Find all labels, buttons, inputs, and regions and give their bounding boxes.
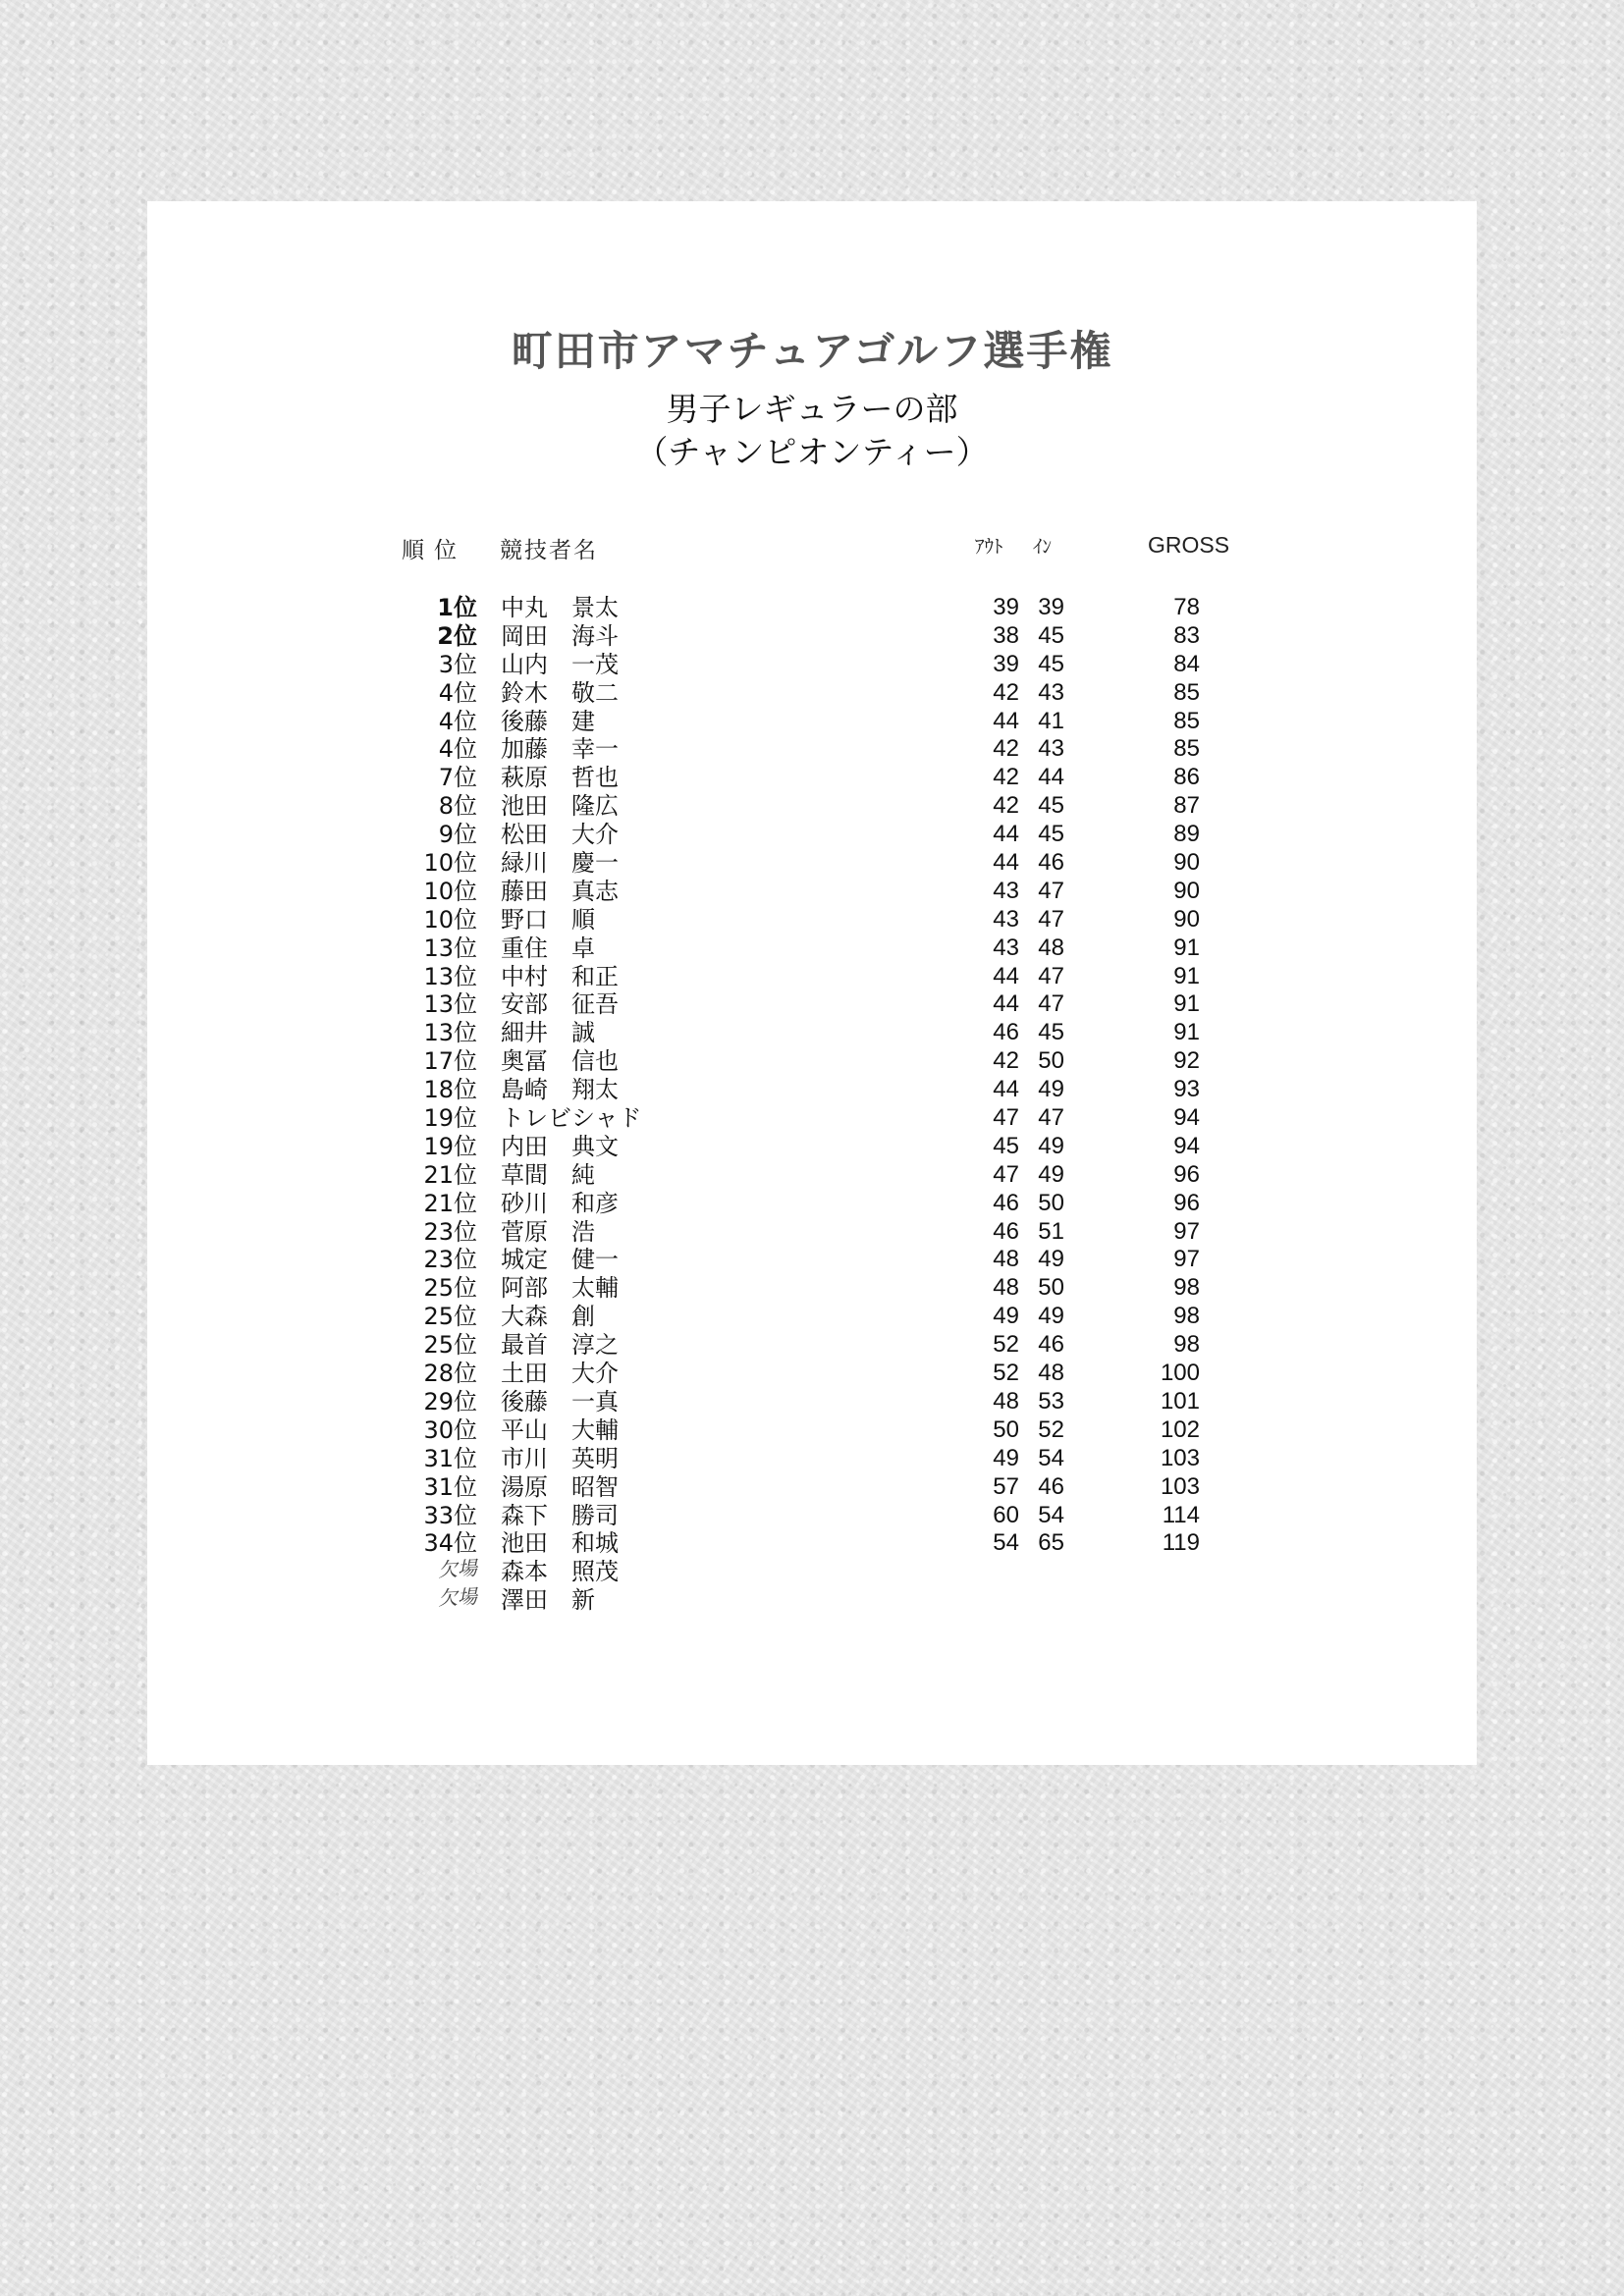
table-row bbox=[147, 594, 1477, 622]
gross-score-cell: 85 bbox=[1173, 678, 1200, 706]
in-score-cell: 46 bbox=[1038, 1331, 1064, 1359]
in-score-cell: 47 bbox=[1038, 962, 1064, 989]
table-row bbox=[147, 1473, 1477, 1502]
gross-score-cell: 91 bbox=[1173, 962, 1200, 989]
gross-score-cell: 89 bbox=[1173, 821, 1200, 848]
given-name-cell: 誠 bbox=[571, 1019, 595, 1047]
table-row bbox=[147, 1586, 1477, 1615]
table-row bbox=[147, 1303, 1477, 1331]
in-score-cell: 45 bbox=[1038, 1019, 1064, 1046]
out-score-cell: 43 bbox=[993, 877, 1019, 904]
table-row bbox=[147, 764, 1477, 792]
rank-cell: 4位 bbox=[438, 735, 477, 764]
table-row bbox=[147, 963, 1477, 991]
given-name-cell: 翔太 bbox=[571, 1076, 619, 1104]
family-name-cell: 後藤 bbox=[501, 1387, 548, 1415]
table-row bbox=[147, 1558, 1477, 1586]
table-row bbox=[147, 1502, 1477, 1530]
rank-cell: 3位 bbox=[438, 650, 477, 678]
gross-score-cell: 90 bbox=[1173, 905, 1200, 933]
in-score-cell: 47 bbox=[1038, 905, 1064, 933]
in-score-cell: 48 bbox=[1038, 1360, 1064, 1387]
out-score-cell: 57 bbox=[993, 1472, 1019, 1500]
given-name-cell: 隆広 bbox=[571, 792, 619, 821]
rank-cell: 21位 bbox=[423, 1189, 477, 1217]
given-name-cell: 順 bbox=[571, 905, 595, 934]
gross-score-cell: 97 bbox=[1173, 1246, 1200, 1273]
rank-cell: 29位 bbox=[423, 1387, 477, 1415]
out-score-cell: 42 bbox=[993, 792, 1019, 820]
table-row bbox=[147, 934, 1477, 963]
out-score-cell: 46 bbox=[993, 1217, 1019, 1245]
given-name-cell: 和城 bbox=[571, 1529, 619, 1558]
rank-cell: 25位 bbox=[423, 1303, 477, 1331]
out-score-cell: 42 bbox=[993, 764, 1019, 791]
out-score-cell: 46 bbox=[993, 1019, 1019, 1046]
in-score-cell: 52 bbox=[1038, 1415, 1064, 1443]
out-score-cell: 43 bbox=[993, 905, 1019, 933]
out-score-cell: 45 bbox=[993, 1132, 1019, 1159]
rank-cell: 25位 bbox=[423, 1274, 477, 1303]
family-name-cell: 奥冨 bbox=[501, 1047, 548, 1076]
in-score-cell: 53 bbox=[1038, 1387, 1064, 1415]
in-score-cell: 49 bbox=[1038, 1076, 1064, 1103]
given-name-cell: 英明 bbox=[571, 1444, 619, 1472]
in-score-cell: 54 bbox=[1038, 1444, 1064, 1471]
out-score-cell: 42 bbox=[993, 678, 1019, 706]
in-score-cell: 48 bbox=[1038, 934, 1064, 961]
in-score-cell: 50 bbox=[1038, 1047, 1064, 1075]
column-header-out: ｱｳﾄ bbox=[975, 536, 1003, 558]
out-score-cell: 43 bbox=[993, 934, 1019, 961]
division-subtitle: 男子レギュラーの部 bbox=[666, 390, 958, 428]
family-name-cell: 岡田 bbox=[501, 621, 548, 650]
in-score-cell: 54 bbox=[1038, 1501, 1064, 1528]
table-row bbox=[147, 1218, 1477, 1247]
table-row bbox=[147, 1246, 1477, 1274]
table-row bbox=[147, 1190, 1477, 1218]
family-name-cell: 細井 bbox=[501, 1019, 548, 1047]
rank-cell: 19位 bbox=[423, 1132, 477, 1160]
out-score-cell: 42 bbox=[993, 1047, 1019, 1075]
family-name-cell: 加藤 bbox=[501, 735, 548, 764]
rank-cell: 4位 bbox=[438, 678, 477, 707]
rank-cell: 13位 bbox=[423, 990, 477, 1019]
family-name-cell: 萩原 bbox=[501, 764, 548, 792]
given-name-cell: 大介 bbox=[571, 1360, 619, 1388]
gross-score-cell: 102 bbox=[1160, 1415, 1200, 1443]
family-name-cell: 松田 bbox=[501, 821, 548, 849]
rank-cell: 34位 bbox=[423, 1529, 477, 1558]
given-name-cell: 和正 bbox=[571, 962, 619, 990]
out-score-cell: 48 bbox=[993, 1387, 1019, 1415]
rank-cell: 25位 bbox=[423, 1331, 477, 1360]
given-name-cell: 和彦 bbox=[571, 1189, 619, 1217]
out-score-cell: 49 bbox=[993, 1303, 1019, 1330]
table-row bbox=[147, 1445, 1477, 1473]
results-table bbox=[147, 594, 1477, 1615]
given-name-cell: 昭智 bbox=[571, 1472, 619, 1501]
in-score-cell: 50 bbox=[1038, 1274, 1064, 1302]
gross-score-cell: 87 bbox=[1173, 792, 1200, 820]
given-name-cell: 純 bbox=[571, 1160, 595, 1189]
family-name-cell: 菅原 bbox=[501, 1217, 548, 1246]
family-name-cell: 城定 bbox=[501, 1246, 548, 1274]
given-name-cell: 信也 bbox=[571, 1047, 619, 1076]
family-name-cell: 砂川 bbox=[501, 1189, 548, 1217]
family-name-cell: 中丸 bbox=[501, 594, 548, 621]
family-name-cell: 池田 bbox=[501, 1529, 548, 1558]
in-score-cell: 47 bbox=[1038, 877, 1064, 904]
gross-score-cell: 92 bbox=[1173, 1047, 1200, 1075]
out-score-cell: 39 bbox=[993, 650, 1019, 677]
rank-cell: 18位 bbox=[423, 1076, 477, 1104]
rank-cell: 7位 bbox=[438, 764, 477, 792]
rank-cell: 17位 bbox=[423, 1047, 477, 1076]
table-row bbox=[147, 849, 1477, 878]
table-row bbox=[147, 1076, 1477, 1104]
given-name-cell: 照茂 bbox=[571, 1558, 619, 1586]
gross-score-cell: 119 bbox=[1162, 1529, 1200, 1557]
rank-cell: 31位 bbox=[423, 1472, 477, 1501]
gross-score-cell: 97 bbox=[1173, 1217, 1200, 1245]
family-name-cell: 澤田 bbox=[501, 1586, 548, 1615]
given-name-cell: 典文 bbox=[571, 1132, 619, 1160]
out-score-cell: 46 bbox=[993, 1189, 1019, 1216]
gross-score-cell: 83 bbox=[1173, 621, 1200, 649]
gross-score-cell: 100 bbox=[1160, 1360, 1200, 1387]
family-name-cell: 森下 bbox=[501, 1501, 548, 1529]
table-row bbox=[147, 622, 1477, 651]
table-row bbox=[147, 821, 1477, 849]
out-score-cell: 42 bbox=[993, 735, 1019, 763]
out-score-cell: 60 bbox=[993, 1501, 1019, 1528]
gross-score-cell: 96 bbox=[1173, 1160, 1200, 1188]
family-name-cell: 大森 bbox=[501, 1303, 548, 1331]
column-header-rank: 順位 bbox=[402, 538, 466, 563]
given-name-cell: 健一 bbox=[571, 1246, 619, 1274]
out-score-cell: 49 bbox=[993, 1444, 1019, 1471]
in-score-cell: 45 bbox=[1038, 792, 1064, 820]
table-row bbox=[147, 1104, 1477, 1133]
out-score-cell: 54 bbox=[993, 1529, 1019, 1557]
rank-cell: 4位 bbox=[438, 707, 477, 735]
family-name-cell: 湯原 bbox=[501, 1472, 548, 1501]
given-name-cell: 一真 bbox=[571, 1387, 619, 1415]
gross-score-cell: 103 bbox=[1160, 1444, 1200, 1471]
out-score-cell: 52 bbox=[993, 1360, 1019, 1387]
given-name-cell: 新 bbox=[571, 1586, 595, 1615]
table-row bbox=[147, 1019, 1477, 1047]
given-name-cell: シャド bbox=[571, 1104, 642, 1133]
given-name-cell: 淳之 bbox=[571, 1331, 619, 1360]
result-sheet bbox=[147, 201, 1477, 1765]
family-name-cell: 内田 bbox=[501, 1132, 548, 1160]
table-row bbox=[147, 708, 1477, 736]
rank-cell: 9位 bbox=[438, 821, 477, 849]
rank-cell: 21位 bbox=[423, 1160, 477, 1189]
family-name-cell: 島崎 bbox=[501, 1076, 548, 1104]
out-score-cell: 50 bbox=[993, 1415, 1019, 1443]
gross-score-cell: 114 bbox=[1162, 1501, 1200, 1528]
gross-score-cell: 94 bbox=[1173, 1104, 1200, 1132]
table-row bbox=[147, 1161, 1477, 1190]
rank-cell: 13位 bbox=[423, 934, 477, 962]
page-title: 町田市アマチュアゴルフ選手権 bbox=[511, 327, 1113, 375]
given-name-cell: 敬二 bbox=[571, 678, 619, 707]
rank-cell: 10位 bbox=[423, 905, 477, 934]
rank-cell: 31位 bbox=[423, 1444, 477, 1472]
family-name-cell: 安部 bbox=[501, 990, 548, 1019]
given-name-cell: 一茂 bbox=[571, 650, 619, 678]
given-name-cell: 太輔 bbox=[571, 1274, 619, 1303]
gross-score-cell: 98 bbox=[1173, 1303, 1200, 1330]
gross-score-cell: 91 bbox=[1173, 990, 1200, 1018]
family-name-cell: 阿部 bbox=[501, 1274, 548, 1303]
rank-cell: 10位 bbox=[423, 877, 477, 905]
in-score-cell: 49 bbox=[1038, 1246, 1064, 1273]
out-score-cell: 44 bbox=[993, 1076, 1019, 1103]
gross-score-cell: 96 bbox=[1173, 1189, 1200, 1216]
family-name-cell: 重住 bbox=[501, 934, 548, 962]
in-score-cell: 43 bbox=[1038, 678, 1064, 706]
in-score-cell: 43 bbox=[1038, 735, 1064, 763]
in-score-cell: 41 bbox=[1038, 707, 1064, 734]
table-row bbox=[147, 1388, 1477, 1416]
out-score-cell: 44 bbox=[993, 849, 1019, 877]
given-name-cell: 海斗 bbox=[571, 621, 619, 650]
rank-cell: 10位 bbox=[423, 849, 477, 878]
table-row bbox=[147, 1274, 1477, 1303]
in-score-cell: 44 bbox=[1038, 764, 1064, 791]
given-name-cell: 慶一 bbox=[571, 849, 619, 878]
given-name-cell: 征吾 bbox=[571, 990, 619, 1019]
gross-score-cell: 98 bbox=[1173, 1331, 1200, 1359]
given-name-cell: 哲也 bbox=[571, 764, 619, 792]
table-row bbox=[147, 1416, 1477, 1445]
gross-score-cell: 93 bbox=[1173, 1076, 1200, 1103]
gross-score-cell: 90 bbox=[1173, 849, 1200, 877]
rank-cell: 13位 bbox=[423, 962, 477, 990]
family-name-cell: 土田 bbox=[501, 1360, 548, 1388]
in-score-cell: 49 bbox=[1038, 1160, 1064, 1188]
given-name-cell: 真志 bbox=[571, 877, 619, 905]
in-score-cell: 47 bbox=[1038, 990, 1064, 1018]
out-score-cell: 47 bbox=[993, 1104, 1019, 1132]
rank-cell: 1位 bbox=[437, 594, 477, 621]
gross-score-cell: 103 bbox=[1160, 1472, 1200, 1500]
in-score-cell: 45 bbox=[1038, 650, 1064, 677]
in-score-cell: 49 bbox=[1038, 1132, 1064, 1159]
in-score-cell: 45 bbox=[1038, 821, 1064, 848]
family-name-cell: 緑川 bbox=[501, 849, 548, 878]
table-row bbox=[147, 679, 1477, 708]
in-score-cell: 46 bbox=[1038, 1472, 1064, 1500]
given-name-cell: 大輔 bbox=[571, 1415, 619, 1444]
family-name-cell: 山内 bbox=[501, 650, 548, 678]
gross-score-cell: 94 bbox=[1173, 1132, 1200, 1159]
out-score-cell: 38 bbox=[993, 621, 1019, 649]
family-name-cell: 中村 bbox=[501, 962, 548, 990]
family-name-cell: 鈴木 bbox=[501, 678, 548, 707]
given-name-cell: 創 bbox=[571, 1303, 595, 1331]
in-score-cell: 65 bbox=[1038, 1529, 1064, 1557]
table-row bbox=[147, 651, 1477, 679]
gross-score-cell: 91 bbox=[1173, 1019, 1200, 1046]
rank-cell: 23位 bbox=[423, 1246, 477, 1274]
given-name-cell: 幸一 bbox=[571, 735, 619, 764]
family-name-cell: 市川 bbox=[501, 1444, 548, 1472]
out-score-cell: 44 bbox=[993, 962, 1019, 989]
in-score-cell: 51 bbox=[1038, 1217, 1064, 1245]
rank-cell: 2位 bbox=[437, 621, 477, 650]
table-row bbox=[147, 906, 1477, 934]
family-name-cell: 後藤 bbox=[501, 707, 548, 735]
out-score-cell: 44 bbox=[993, 707, 1019, 734]
gross-score-cell: 98 bbox=[1173, 1274, 1200, 1302]
out-score-cell: 44 bbox=[993, 990, 1019, 1018]
given-name-cell: 景太 bbox=[571, 594, 619, 621]
in-score-cell: 49 bbox=[1038, 1303, 1064, 1330]
gross-score-cell: 85 bbox=[1173, 735, 1200, 763]
column-header-name: 競技者名 bbox=[500, 538, 598, 563]
table-row bbox=[147, 1133, 1477, 1161]
rank-cell: 19位 bbox=[423, 1104, 477, 1133]
rank-cell: 欠場 bbox=[437, 1556, 478, 1582]
in-score-cell: 45 bbox=[1038, 621, 1064, 649]
out-score-cell: 44 bbox=[993, 821, 1019, 848]
table-row bbox=[147, 1529, 1477, 1558]
column-header-in: ｲﾝ bbox=[1033, 536, 1053, 558]
family-name-cell: 藤田 bbox=[501, 877, 548, 905]
rank-cell: 23位 bbox=[423, 1217, 477, 1246]
table-row bbox=[147, 878, 1477, 906]
rank-cell: 13位 bbox=[423, 1019, 477, 1047]
gross-score-cell: 85 bbox=[1173, 707, 1200, 734]
out-score-cell: 52 bbox=[993, 1331, 1019, 1359]
given-name-cell: 卓 bbox=[571, 934, 595, 962]
column-header-gross: GROSS bbox=[1148, 532, 1230, 558]
in-score-cell: 39 bbox=[1038, 594, 1064, 620]
tee-subtitle: （チャンピオンティー） bbox=[635, 433, 989, 471]
in-score-cell: 47 bbox=[1038, 1104, 1064, 1132]
out-score-cell: 39 bbox=[993, 594, 1019, 620]
out-score-cell: 48 bbox=[993, 1246, 1019, 1273]
family-name-cell: 最首 bbox=[501, 1331, 548, 1360]
rank-cell: 30位 bbox=[423, 1415, 477, 1444]
family-name-cell: 野口 bbox=[501, 905, 548, 934]
table-row bbox=[147, 735, 1477, 764]
gross-score-cell: 91 bbox=[1173, 934, 1200, 961]
rank-cell: 33位 bbox=[423, 1501, 477, 1529]
rank-cell: 欠場 bbox=[437, 1584, 478, 1611]
gross-score-cell: 101 bbox=[1160, 1387, 1200, 1415]
family-name-cell: 平山 bbox=[501, 1415, 548, 1444]
gross-score-cell: 84 bbox=[1173, 650, 1200, 677]
family-name-cell: トレビ bbox=[501, 1104, 571, 1133]
in-score-cell: 46 bbox=[1038, 849, 1064, 877]
gross-score-cell: 90 bbox=[1173, 877, 1200, 904]
given-name-cell: 勝司 bbox=[571, 1501, 619, 1529]
table-row bbox=[147, 1331, 1477, 1360]
family-name-cell: 草間 bbox=[501, 1160, 548, 1189]
gross-score-cell: 78 bbox=[1173, 594, 1200, 620]
given-name-cell: 大介 bbox=[571, 821, 619, 849]
rank-cell: 28位 bbox=[423, 1360, 477, 1388]
family-name-cell: 池田 bbox=[501, 792, 548, 821]
rank-cell: 8位 bbox=[438, 792, 477, 821]
out-score-cell: 47 bbox=[993, 1160, 1019, 1188]
family-name-cell: 森本 bbox=[501, 1558, 548, 1586]
table-row bbox=[147, 1360, 1477, 1388]
table-row bbox=[147, 792, 1477, 821]
table-row bbox=[147, 990, 1477, 1019]
given-name-cell: 浩 bbox=[571, 1217, 595, 1246]
given-name-cell: 建 bbox=[571, 707, 595, 735]
out-score-cell: 48 bbox=[993, 1274, 1019, 1302]
gross-score-cell: 86 bbox=[1173, 764, 1200, 791]
in-score-cell: 50 bbox=[1038, 1189, 1064, 1216]
table-row bbox=[147, 1047, 1477, 1076]
